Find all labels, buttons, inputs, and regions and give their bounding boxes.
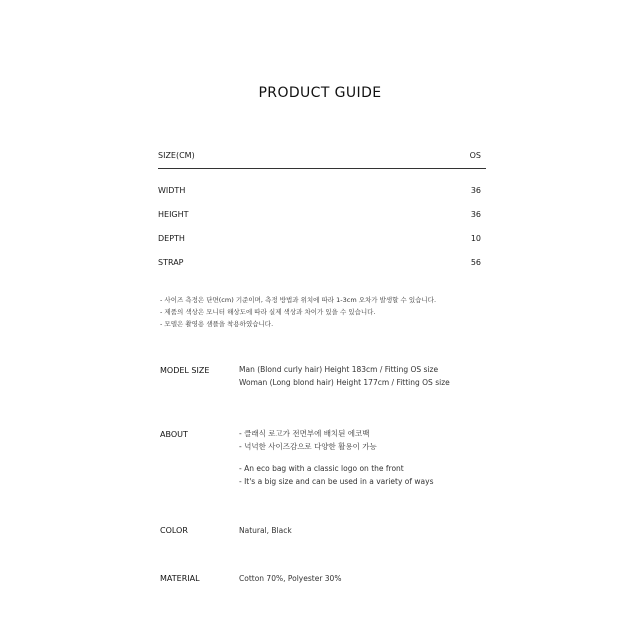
size-row-label: HEIGHT <box>158 210 189 219</box>
about-value <box>239 427 434 488</box>
size-row-strap <box>158 251 486 275</box>
size-row-depth <box>158 227 486 251</box>
material-label: MATERIAL <box>160 574 200 583</box>
color-value: Natural, Black <box>239 526 292 535</box>
size-row-label: WIDTH <box>158 186 186 195</box>
size-row-label: STRAP <box>158 258 184 267</box>
model-size-value <box>239 363 450 389</box>
size-row-value: 10 <box>470 234 481 243</box>
size-row-value: 36 <box>470 210 481 219</box>
size-notes <box>160 294 436 330</box>
about-korean-line: - 넉넉한 사이즈감으로 다양한 활용이 가능 <box>239 442 377 451</box>
color-label: COLOR <box>160 526 188 535</box>
note-line: - 사이즈 측정은 단면(cm) 기준이며, 측정 방법과 위치에 따라 1-3cm 오차가 발생할 수 있습니다. <box>160 296 437 304</box>
about-korean-line: - 클래식 로고가 전면부에 배치된 에코백 <box>239 429 370 438</box>
about-english-line: - It's a big size and can be used in a variety of ways <box>239 477 434 486</box>
size-row-label: DEPTH <box>158 234 185 243</box>
page-title: PRODUCT GUIDE <box>258 85 382 101</box>
size-row-value: 36 <box>470 186 481 195</box>
size-row-value: 56 <box>470 258 481 267</box>
size-row-height <box>158 203 486 227</box>
size-table-header <box>158 150 486 169</box>
about-label: ABOUT <box>160 430 188 439</box>
material-value: Cotton 70%, Polyester 30% <box>239 574 342 583</box>
about-english-line: - An eco bag with a classic logo on the front <box>239 464 404 473</box>
note-line: - 제품의 색상은 모니터 해상도에 따라 실제 색상과 차이가 있을 수 있습니다. <box>160 308 376 316</box>
model-size-label: MODEL SIZE <box>160 366 210 375</box>
model-size-line: Woman (Long blond hair) Height 177cm / Fitting OS size <box>239 378 450 387</box>
size-row-width <box>158 179 486 203</box>
size-header-value: OS <box>469 151 481 160</box>
note-line: - 모델은 촬영용 샘플을 착용하였습니다. <box>160 320 274 328</box>
model-size-line: Man (Blond curly hair) Height 183cm / Fitting OS size <box>239 365 439 374</box>
size-header-label: SIZE(CM) <box>158 151 195 160</box>
size-table <box>158 150 486 275</box>
